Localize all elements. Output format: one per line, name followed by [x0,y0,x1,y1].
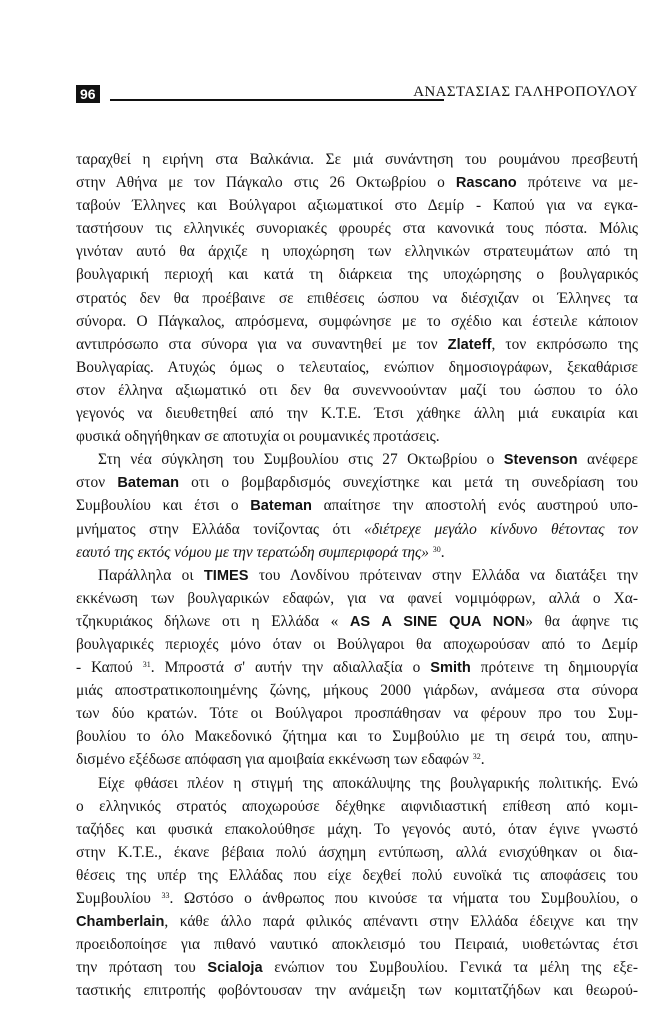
name-bateman: Bateman [250,498,312,515]
text-span: . [440,543,445,561]
text-span: ενώπιον του Συμβουλίου. Γενικά τα μέλη της εξε- [262,959,638,977]
text-span: ανέφερε [577,451,638,469]
text-span: γινόταν αυτό θα άρχιζε η υποχώρηση των ελληνικών στρατευμάτων από τη [76,243,638,261]
text-span: Συμβουλίου και έτσι ο [76,497,251,515]
name-scialoja: Scialoja [207,960,263,977]
name-zlateff: Zlateff [447,336,492,353]
text-span: γεγονός να διευθετηθεί από την Κ.Τ.Ε. Έτσι χάθηκε άλλη μιά ευκαιρία και [76,405,638,423]
text-line [76,148,638,171]
text-line [76,656,638,679]
text-span: ταστικής επιτροπής φοβόντουσαν την ανάμειξη των κομιτατζήδων και θεωρού- [76,982,638,1000]
text-line [76,679,638,702]
text-line [76,956,638,979]
text-span: στον έλληνα αξιωματικό οτι δεν θα συνεννοούνταν μαζί του ώσπου το όλο [76,381,638,399]
text-line [76,518,638,541]
text-span: βουλγαρικές περιοχές μόνο όταν οι Βούλγαροι θα αποχωρούσαν από το Δεμίρ [76,635,638,653]
text-line [76,933,638,956]
text-span: αντιπρόσωπο στα σύνορα για να συναντηθεί με τον [76,335,448,353]
text-span: ταζήδες και φυσικά επακολούθησε μάχη. Το γεγονός αυτό, όταν έγινε γνωστό [76,820,638,838]
text-span: προειδοποίησε για πιθανό ναυτικό αποκλεισμό του Πειραιά, υιοθετώντας έτσι [76,936,638,954]
text-line [76,841,638,864]
text-span: . Μπροστά σ' αυτήν την αδιαλλαξία ο [150,659,431,677]
text-line [76,471,638,494]
text-span: σύνορα. Ο Πάγκαλος, απρόσμενα, συμφώνησε με το σχέδιο και έστειλε κάποιον [76,312,638,330]
text-span: οτι ο βομβαρδισμός συνεχίστηκε και μετά τη συνεδρίαση του [178,474,639,492]
running-title: ΑΝΑΣΤΑΣΙΑΣ ΓΑΛΗΡΟΠΟΥΛΟΥ [413,84,638,100]
text-span: . Ωστόσο ο άνθρωπος που κινούσε τα νήματα του Συμβουλίου, ο [169,890,638,907]
name-stevenson: Stevenson [503,452,578,469]
text-span: θέσεις της υπέρ της Ελλάδας που είχε δεχθεί πολύ ευνοϊκά τις αποφάσεις του [76,866,638,884]
text-span: την πρόταση του [76,959,208,977]
text-line [76,356,638,379]
text-span: μνήματος στην Ελλάδα τονίζοντας ότι [76,520,364,538]
text-line [76,541,638,564]
text-span: δισμένο εξέδωσε απόφαση για αμοιβαία εκκένωση των εδαφών [76,751,473,769]
text-span: εκκένωση των βουλγαρικών εδαφών, για να φανεί νομιμόφρων, αλλά ο Χα- [76,589,638,607]
header-rule [110,99,444,101]
phrase-sine-qua-non: AS A SINE QUA NON [349,613,526,630]
name-times: TIMES [203,567,249,584]
text-line [76,772,638,795]
quote-italic: «διέτρεχε μεγάλο κίνδυνο θέτοντας τον [364,520,639,538]
text-line [76,379,638,402]
text-line [76,725,638,748]
text-span: Είχε φθάσει πλέον η στιγμή της αποκάλυψης της βουλγαρικής πολιτικής. Ενώ [98,774,638,792]
text-line [76,263,638,286]
text-span: πρότεινε τη δημιουργία [470,659,639,677]
footnote-ref: 31 [142,660,151,670]
text-span: - Καπού [76,659,143,677]
text-line [76,564,638,587]
text-line [76,240,638,263]
text-span: στην Κ.Τ.Ε., έκανε βέβαια πολύ άσχημη εντύπωση, αλλά ενισχύθηκαν οι δια- [76,843,638,861]
footnote-ref: 30 [432,544,441,554]
text-span: , τον εκπρόσωπο της [491,335,638,353]
text-span: βουλίου το όλο Μακεδονικό ζήτημα και το Συμβούλιο με τη σειρά του, απηυ- [76,728,638,746]
page-header [76,84,638,108]
quote-italic: εαυτό της εκτός νόμου με την τερατώδη συμπεριφορά της» [76,543,429,561]
text-span: . [480,751,485,769]
page-number: 96 [76,85,100,103]
text-line [76,818,638,841]
text-line [76,633,638,656]
text-span: των δύο κρατών. Τότε οι Βούλγαροι προσπάθησαν να φέρουν προ του Συμ- [76,705,638,723]
text-line [76,748,638,771]
footnote-ref: 33 [161,891,170,900]
text-span: στην Αθήνα με τον Πάγκαλο στις 26 Οκτωβρίου ο [76,174,456,192]
text-line [76,217,638,240]
text-span: τζηκυριάκος δήλωνε οτι η Ελλάδα « [76,612,350,630]
text-span: στον [76,474,118,492]
text-span: , κάθε άλλο παρά φιλικός απέναντι στην Ελλάδα έδειχνε και την [164,913,638,931]
text-span: Συμβουλίου [76,890,162,907]
text-span: στρατός δεν θα προέβαινε σε επιθέσεις ώσπου να διέσχιζαν οι Έλληνες τα [76,289,638,307]
text-span: μιάς αποστρατικοποιημένης ζώνης, μήκους 2000 γιάρδων, ανάμεσα στα σύνορα [76,682,638,700]
text-span: ταβούν Έλληνες και Βούλγαροι αξιωματικοί στο Δεμίρ - Καπού για να εγκα- [76,197,638,215]
name-chamberlain: Chamberlain [76,914,165,931]
text-span: βουλγαρική περιοχή και κατά τη διάρκεια της υποχώρησης ο βουλγαρικός [76,266,638,284]
text-line [76,425,638,448]
text-line [76,494,638,517]
text-span: ταστήσουν τις ελληνικές συνοριακές φρουρές στα κανονικά τους πόστα. Μόλις [76,220,638,238]
text-line [76,610,638,633]
text-line [76,979,638,1002]
text-span: απαίτησε την αποστολή ενός αυστηρού υπο- [311,497,638,515]
text-line [76,448,638,471]
text-line [76,194,638,217]
text-span: » θα άφηνε τις [525,612,639,630]
text-span: φυσικά οδηγήθηκαν σε αποτυχία οι ρουμανικές προτάσεις. [76,428,440,446]
text-line [76,333,638,356]
footnote-ref: 32 [472,752,481,762]
text-span: Παράλληλα οι [98,566,204,584]
text-line [76,795,638,818]
name-smith: Smith [430,660,471,677]
text-line [76,910,638,933]
text-line [76,864,638,887]
text-span: Βουλγαρίας. Ατυχώς όμως ο τελευταίος, ενώπιον δημοσιογράφων, ξεκαθάρισε [76,358,638,376]
text-line [76,587,638,610]
body-text [76,148,638,1002]
text-span: ταραχθεί η ειρήνη στα Βαλκάνια. Σε μιά συνάντηση του ρουμάνου πρεσβευτή [76,151,638,168]
text-span: του Λονδίνου πρότειναν στην Ελλάδα να διατάξει την [248,566,638,584]
text-span: Στη νέα σύγκληση του Συμβουλίου στις 27 Οκτωβρίου ο [98,451,504,469]
text-line [76,887,638,910]
text-line [76,702,638,725]
text-span: ο ελληνικός στρατός αποχωρούσε δέχθηκε αιφνιδιαστική επίθεση από κομι- [76,797,638,815]
text-line [76,310,638,333]
text-line [76,287,638,310]
text-line [76,402,638,425]
text-line [76,171,638,194]
text-span: πρότεινε να με- [516,174,639,192]
name-rascano: Rascano [455,175,517,192]
name-bateman: Bateman [117,475,179,492]
